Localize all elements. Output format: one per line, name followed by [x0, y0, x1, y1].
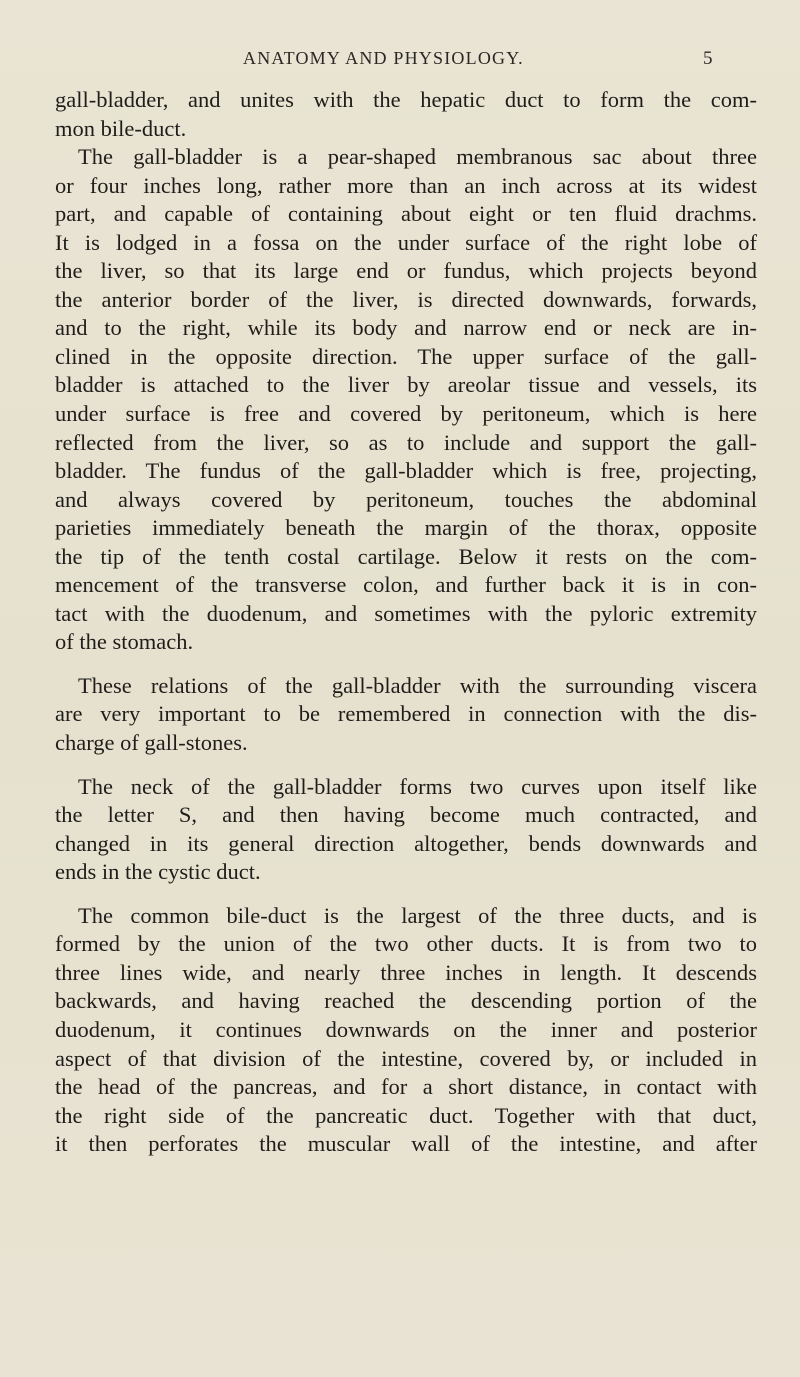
- text-line: The neck of the gall-bladder forms two curves upon itself like: [78, 773, 757, 799]
- text-line: These relations of the gall-bladder with the surrounding viscera: [78, 672, 757, 698]
- text-line: bladder. The fundus of the gall-bladder which is free, projecting,: [55, 458, 757, 484]
- text-line: charge of gall-stones.: [55, 730, 248, 756]
- text-line: the liver, so that its large end or fundus, which projects beyond: [55, 258, 757, 284]
- text-line: It is lodged in a fossa on the under surface of the right lobe of: [55, 229, 757, 255]
- text-line: the right side of the pancreatic duct. Together with that duct,: [55, 1102, 757, 1128]
- paragraph-spacer: [55, 657, 757, 672]
- text-line: The gall-bladder is a pear-shaped membranous sac about three: [78, 144, 757, 170]
- text-line: or four inches long, rather more than an inch across at its widest: [55, 172, 757, 198]
- paragraph: [55, 672, 757, 758]
- text-line: it then perforates the muscular wall of the intestine, and after: [55, 1131, 757, 1157]
- text-line: the head of the pancreas, and for a short distance, in contact with: [55, 1074, 757, 1100]
- body-text: [55, 86, 757, 1159]
- paragraph: [55, 86, 757, 143]
- text-line: part, and capable of containing about eight or ten fluid drachms.: [55, 201, 757, 227]
- text-line: formed by the union of the two other ducts. It is from two to: [55, 931, 757, 957]
- text-line: are very important to be remembered in connection with the dis-: [55, 701, 757, 727]
- paragraph: [55, 902, 757, 1159]
- paragraph: [55, 143, 757, 657]
- text-line: under surface is free and covered by peritoneum, which is here: [55, 401, 757, 427]
- text-line: and to the right, while its body and narrow end or neck are in-: [55, 315, 757, 341]
- text-line: duodenum, it continues downwards on the inner and posterior: [55, 1016, 757, 1042]
- paragraph: [55, 773, 757, 887]
- text-line: ends in the cystic duct.: [55, 859, 261, 885]
- text-line: parieties immediately beneath the margin of the thorax, opposite: [55, 515, 757, 541]
- text-line: changed in its general direction altogether, bends downwards and: [55, 830, 757, 856]
- text-line: backwards, and having reached the descending portion of the: [55, 988, 757, 1014]
- text-line: of the stomach.: [55, 629, 194, 655]
- text-line: the tip of the tenth costal cartilage. Below it rests on the com-: [55, 543, 757, 569]
- text-line: the anterior border of the liver, is directed downwards, forwards,: [55, 286, 757, 312]
- running-head: ANATOMY AND PHYSIOLOGY.: [243, 48, 524, 68]
- text-line: gall-bladder, and unites with the hepatic duct to form the com-: [55, 87, 757, 112]
- page-header: [0, 48, 800, 78]
- text-line: reflected from the liver, so as to include and support the gall-: [55, 429, 757, 455]
- text-line: mencement of the transverse colon, and further back it is in con-: [55, 572, 757, 598]
- text-line: and always covered by peritoneum, touches the abdominal: [55, 486, 757, 512]
- text-line: bladder is attached to the liver by areolar tissue and vessels, its: [55, 372, 757, 398]
- text-line: tact with the duodenum, and sometimes with the pyloric extremity: [55, 600, 757, 626]
- text-line: aspect of that division of the intestine, covered by, or included in: [55, 1045, 757, 1071]
- text-line: three lines wide, and nearly three inches in length. It descends: [55, 959, 757, 985]
- page-number: 5: [703, 48, 713, 69]
- text-line: The common bile-duct is the largest of the three ducts, and is: [78, 902, 757, 928]
- text-line: clined in the opposite direction. The upper surface of the gall-: [55, 343, 757, 369]
- text-line: mon bile-duct.: [55, 115, 187, 141]
- paragraph-spacer: [55, 887, 757, 902]
- text-line: the letter S, and then having become much contracted, and: [55, 802, 757, 828]
- paragraph-spacer: [55, 758, 757, 773]
